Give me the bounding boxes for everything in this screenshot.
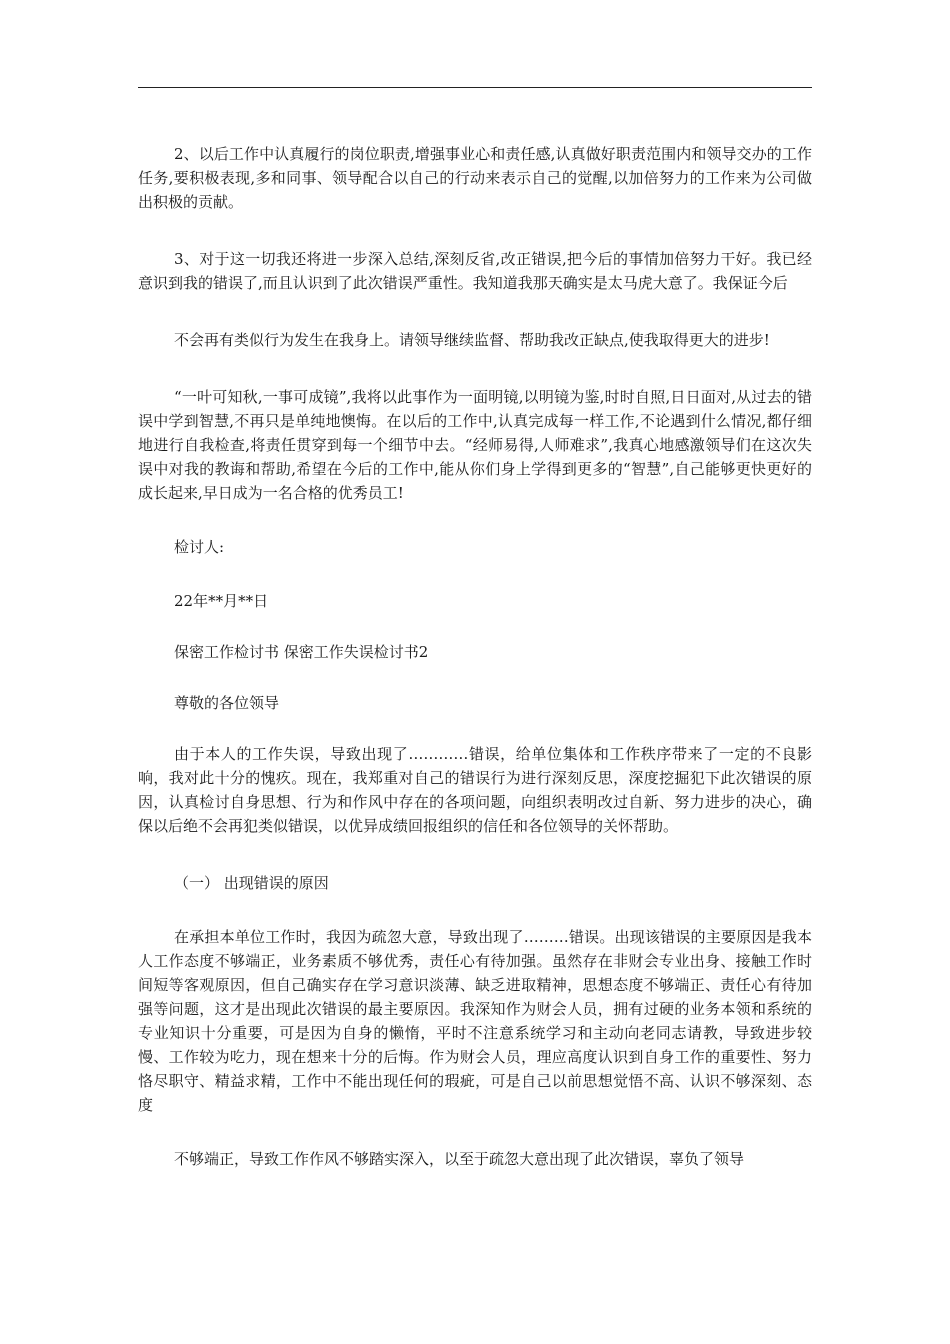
subheading-cause: （一） 出现错误的原因 <box>174 874 329 892</box>
paragraph-commitment-2: 2、以后工作中认真履行的岗位职责,增强事业心和责任感,认真做好职责范围内和领导交办的工作任务,要积极表现,多和同事、领导配合以自己的行动来表示自己的觉醒,以加倍努力的工作来为公司做出积极的贡献。 <box>138 145 812 211</box>
paragraph-intro: 由于本人的工作失误，导致出现了…………错误，给单位集体和工作秩序带来了一定的不良影响，我对此十分的愧疚。现在，我郑重对自己的错误行为进行深刻反思，深度挖掘犯下此次错误的原因，认真检讨自身思想、行为和作风中存在的各项问题，向组织表明改过自新、努力进步的决心，确保以后绝不会再犯类似错误，以优异成绩回报组织的信任和各位领导的关怀帮助。 <box>138 745 812 835</box>
paragraph-commitment-3: 3、对于这一切我还将进一步深入总结,深刻反省,改正错误,把今后的事情加倍努力干好。我已经意识到我的错误了,而且认识到了此次错误严重性。我知道我那天确实是太马虎大意了。我保证今后 <box>138 250 812 292</box>
document-body <box>138 142 812 1171</box>
paragraph-cause: 在承担本单位工作时，我因为疏忽大意，导致出现了………错误。出现该错误的主要原因是我本人工作态度不够端正，业务素质不够优秀，责任心有待加强。虽然存在非财会专业出身、接触工作时间短等客观原因，但自己确实存在学习意识淡薄、缺乏进取精神，思想态度不够端正、责任心有待加强等问题，这才是出现此次错误的最主要原因。我深知作为财会人员，拥有过硬的业务本领和系统的专业知识十分重要，可是因为自身的懒惰，平时不注意系统学习和主动向老同志请教，导致进步较慢、工作较为吃力，现在想来十分的后悔。作为财会人员，理应高度认识到自身工作的重要性、努力恪尽职守、精益求精，工作中不能出现任何的瑕疵，可是自己以前思想觉悟不高、认识不够深刻、态度 <box>138 928 812 1114</box>
paragraph-continuation: 不会再有类似行为发生在我身上。请领导继续监督、帮助我改正缺点,使我取得更大的进步! <box>174 331 770 349</box>
paragraph-proverb: “一叶可知秋,一事可成镜”,我将以此事作为一面明镜,以明镜为鉴,时时自照,日日面对,从过去的错误中学到智慧,不再只是单纯地懊悔。在以后的工作中,认真完成每一样工作,不论遇到什么情况,都仔细地进行自我检查,将责任贯穿到每一个细节中去。“经师易得,人师难求”,我真心地感激领导们在这次失误中对我的教诲和帮助,希望在今后的工作中,能从你们身上学得到更多的“智慧”,自己能够更快更好的成长起来,早日成为一名合格的优秀员工! <box>138 388 812 502</box>
header-rule <box>138 87 812 88</box>
paragraph-cause-continued: 不够端正，导致工作作风不够踏实深入，以至于疏忽大意出现了此次错误，辜负了领导 <box>174 1150 745 1168</box>
signature-label: 检讨人: <box>174 538 225 556</box>
date-line: 22年**月**日 <box>174 592 269 610</box>
section-title: 保密工作检讨书 保密工作失误检讨书2 <box>174 643 429 661</box>
salutation: 尊敬的各位领导 <box>174 694 280 712</box>
